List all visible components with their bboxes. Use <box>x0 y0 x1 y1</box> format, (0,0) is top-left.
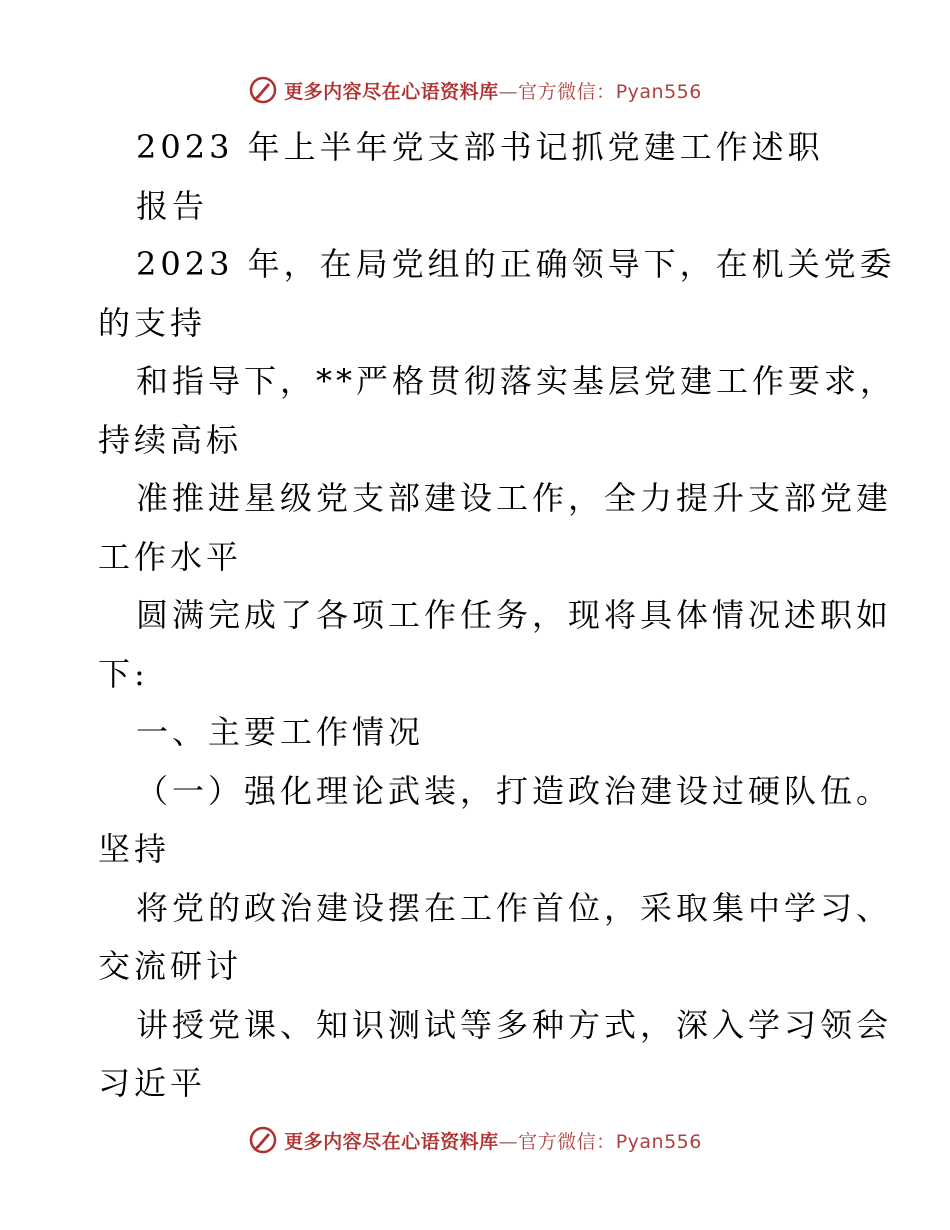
document-line: 讲授党课、知识测试等多种方式，深入学习领会 <box>136 1005 893 1044</box>
document-line: 下: <box>98 654 149 693</box>
feather-pen-logo-icon <box>248 75 278 105</box>
document-line: 报告 <box>136 186 209 225</box>
document-line: 2023 年上半年党支部书记抓党建工作述职 <box>136 128 824 166</box>
document-body <box>98 118 897 1113</box>
document-line: 和指导下，**严格贯彻落实基层党建工作要求， <box>136 362 897 400</box>
document-line: 圆满完成了各项工作任务，现将具体情况述职如 <box>136 596 893 634</box>
document-line: 将党的政治建设摆在工作首位，采取集中学习、 <box>136 888 893 927</box>
watermark-site-name: 更多内容尽在心语资料库 <box>284 1130 499 1153</box>
watermark-wechat-label: 官方微信： <box>518 80 616 103</box>
document-line: 坚持 <box>98 830 171 868</box>
watermark-dash: — <box>498 80 519 103</box>
document-line: （一）强化理论武装，打造政治建设过硬队伍。 <box>136 771 893 810</box>
document-line: 交流研讨 <box>98 947 243 985</box>
watermark-account: Pyan556 <box>615 1130 702 1153</box>
watermark-banner-top <box>0 70 950 110</box>
document-line: 一、主要工作情况 <box>136 713 425 751</box>
document-line: 2023 年，在局党组的正确领导下，在机关党委 <box>136 245 896 283</box>
document-line: 习近平 <box>98 1064 207 1102</box>
watermark-site-name: 更多内容尽在心语资料库 <box>284 80 499 103</box>
watermark-account: Pyan556 <box>615 80 702 103</box>
document-line: 工作水平 <box>98 537 243 576</box>
feather-pen-logo-icon <box>248 1125 278 1155</box>
watermark-text <box>284 1127 702 1154</box>
document-line: 准推进星级党支部建设工作，全力提升支部党建 <box>136 479 893 517</box>
document-line: 的支持 <box>98 303 207 342</box>
watermark-text <box>284 77 702 104</box>
document-line: 持续高标 <box>98 420 243 459</box>
watermark-wechat-label: 官方微信： <box>518 1130 616 1153</box>
watermark-dash: — <box>498 1130 519 1153</box>
watermark-banner-bottom <box>0 1120 950 1160</box>
